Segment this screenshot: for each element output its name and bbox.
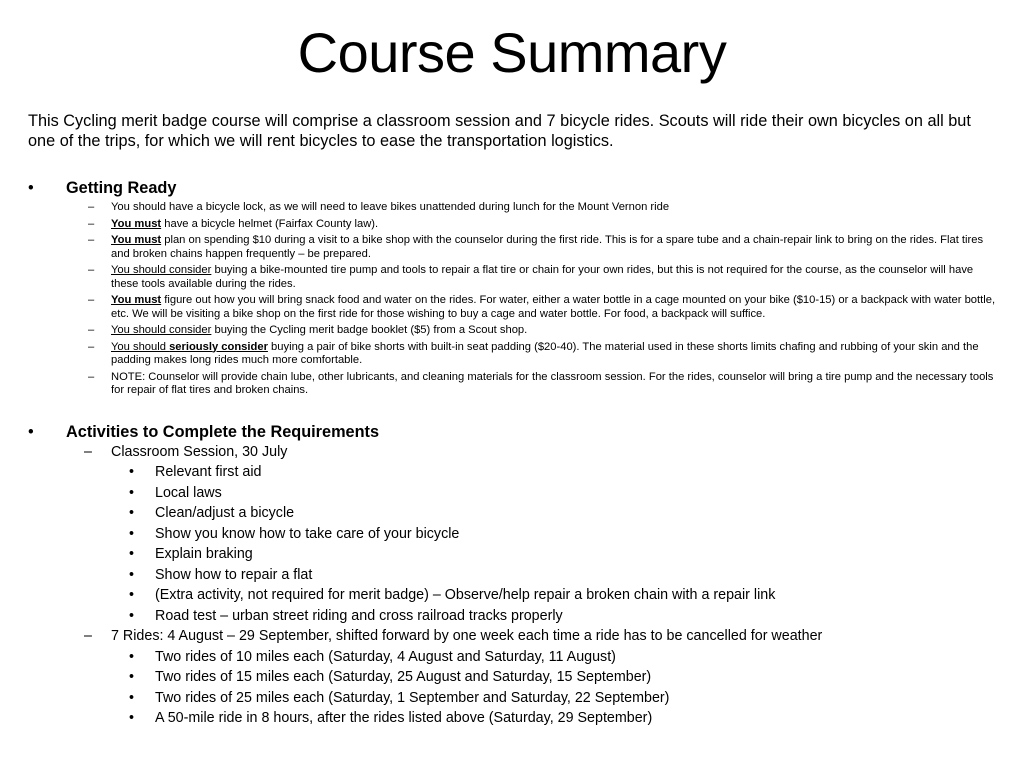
dash-icon: – (88, 294, 95, 306)
list-item (28, 606, 1000, 627)
item-text: Clean/adjust a bicycle (155, 505, 295, 521)
bullet-icon: • (129, 689, 135, 706)
item-lead: You should consider (111, 264, 212, 276)
list-item (28, 371, 1000, 398)
item-text: buying a bike-mounted tire pump and tools to repair a flat tire or chain for your own rides, but this is not required for the course, as the counselor will have these tools available during the rides. (111, 264, 974, 290)
list-item (28, 544, 1000, 565)
item-text: plan on spending $10 during a visit to a bike shop with the counselor during the first ride. This is for a spare tube and a chain-repair link to bring on the rides. Flat tires and broken chains happen frequently – be prepared. (111, 234, 984, 260)
item-text: (Extra activity, not required for merit badge) – Observe/help repair a broken chain with a repair link (155, 587, 776, 603)
dash-icon: – (84, 443, 92, 460)
dash-icon: – (88, 234, 95, 246)
dash-icon: – (88, 370, 95, 383)
list-item (28, 647, 1000, 668)
item-text: NOTE: Counselor will provide chain lube, other lubricants, and cleaning materials for the classroom session. For the rides, counselor will bring a tire pump and the necessary tools for repair of flat tires and broken chains. (111, 370, 994, 396)
dash-icon: – (88, 340, 95, 353)
item-lead-emphasis: seriously consider (169, 340, 268, 353)
dash-icon: – (88, 217, 95, 230)
intro-paragraph: This Cycling merit badge course will comprise a classroom session and 7 bicycle rides. Scouts will ride their own bicycles on all but one of the trips, for which we will rent bicycles to ease the transportation logistics. (28, 112, 971, 150)
bullet-icon: • (28, 422, 34, 441)
bullet-icon: • (129, 607, 135, 624)
list-item (28, 708, 1000, 729)
list-item (28, 264, 1000, 291)
list-item (28, 688, 1000, 709)
bullet-icon: • (28, 179, 34, 197)
bullet-icon: • (129, 710, 135, 726)
dash-icon: – (88, 324, 95, 336)
item-text: Two rides of 15 miles each (Saturday, 25 August and Saturday, 15 September) (155, 669, 652, 685)
list-item (28, 294, 1000, 321)
item-text: You should have a bicycle lock, as we will need to leave bikes unattended during lunch for the Mount Vernon ride (111, 201, 670, 213)
item-text: have a bicycle helmet (Fairfax County law). (161, 217, 379, 230)
list-item (28, 585, 1000, 606)
item-text: Two rides of 25 miles each (Saturday, 1 September and Saturday, 22 September) (155, 689, 670, 706)
section-heading: Getting Ready (66, 179, 177, 197)
bullet-icon: • (129, 648, 135, 665)
item-lead: You should consider (111, 324, 212, 336)
slide-content (28, 178, 1000, 729)
list-item (28, 667, 1000, 688)
list-item (28, 234, 1000, 261)
item-text: Two rides of 10 miles each (Saturday, 4 August and Saturday, 11 August) (155, 648, 616, 665)
item-text: buying the Cycling merit badge booklet ($5) from a Scout shop. (211, 324, 528, 336)
item-lead: You must (111, 234, 162, 246)
list-item (28, 341, 1000, 368)
item-text: buying a pair of bike shorts with built-in seat padding ($20-40). The material used in these shorts limits chafing and rubbing of your skin and the padding makes long rides much more comfortable. (111, 340, 979, 366)
item-text: Show how to repair a flat (155, 566, 313, 583)
dash-icon: – (88, 264, 95, 276)
item-lead: You must (111, 294, 162, 306)
bullet-icon: • (129, 546, 135, 562)
item-lead: You should (111, 340, 170, 353)
list-item (28, 503, 1000, 524)
item-lead: You must (111, 217, 162, 230)
dash-icon: – (88, 201, 95, 213)
bullet-icon: • (129, 587, 135, 603)
list-item (28, 218, 1000, 232)
list-item (28, 462, 1000, 483)
bullet-icon: • (129, 464, 135, 480)
subsection-label: 7 Rides: 4 August – 29 September, shifted forward by one week each time a ride has to be cancelled for weather (111, 628, 823, 644)
subsection-label: Classroom Session, 30 July (111, 443, 288, 460)
bullet-icon: • (129, 669, 135, 685)
list-item (28, 201, 1000, 215)
bullet-icon: • (129, 525, 135, 542)
list-item (28, 565, 1000, 586)
section-getting-ready (28, 178, 1000, 198)
section-heading: Activities to Complete the Requirements (66, 422, 380, 441)
slide-title: Course Summary (297, 21, 727, 84)
bullet-icon: • (129, 505, 135, 521)
item-text: Relevant first aid (155, 464, 262, 480)
bullet-icon: • (129, 566, 135, 583)
item-text: Show you know how to take care of your bicycle (155, 525, 460, 542)
item-text: Explain braking (155, 546, 253, 562)
item-text: A 50-mile ride in 8 hours, after the rides listed above (Saturday, 29 September) (155, 710, 653, 726)
subsection-rides (28, 626, 1000, 647)
section-activities (28, 422, 1000, 442)
list-item (28, 483, 1000, 504)
item-text: Local laws (155, 484, 222, 501)
dash-icon: – (84, 628, 92, 644)
subsection-classroom (28, 442, 1000, 463)
list-item (28, 524, 1000, 545)
list-item (28, 324, 1000, 338)
item-text: Road test – urban street riding and cross railroad tracks properly (155, 607, 563, 624)
item-text: figure out how you will bring snack food and water on the rides. For water, either a water bottle in a cage mounted on your bike ($10-15) or a backpack with water bottle, etc. We will be visiting a bike shop on the first ride for those wishing to buy a cage and water bottle. For food, a backpack will suffice. (111, 294, 996, 320)
bullet-icon: • (129, 484, 135, 501)
